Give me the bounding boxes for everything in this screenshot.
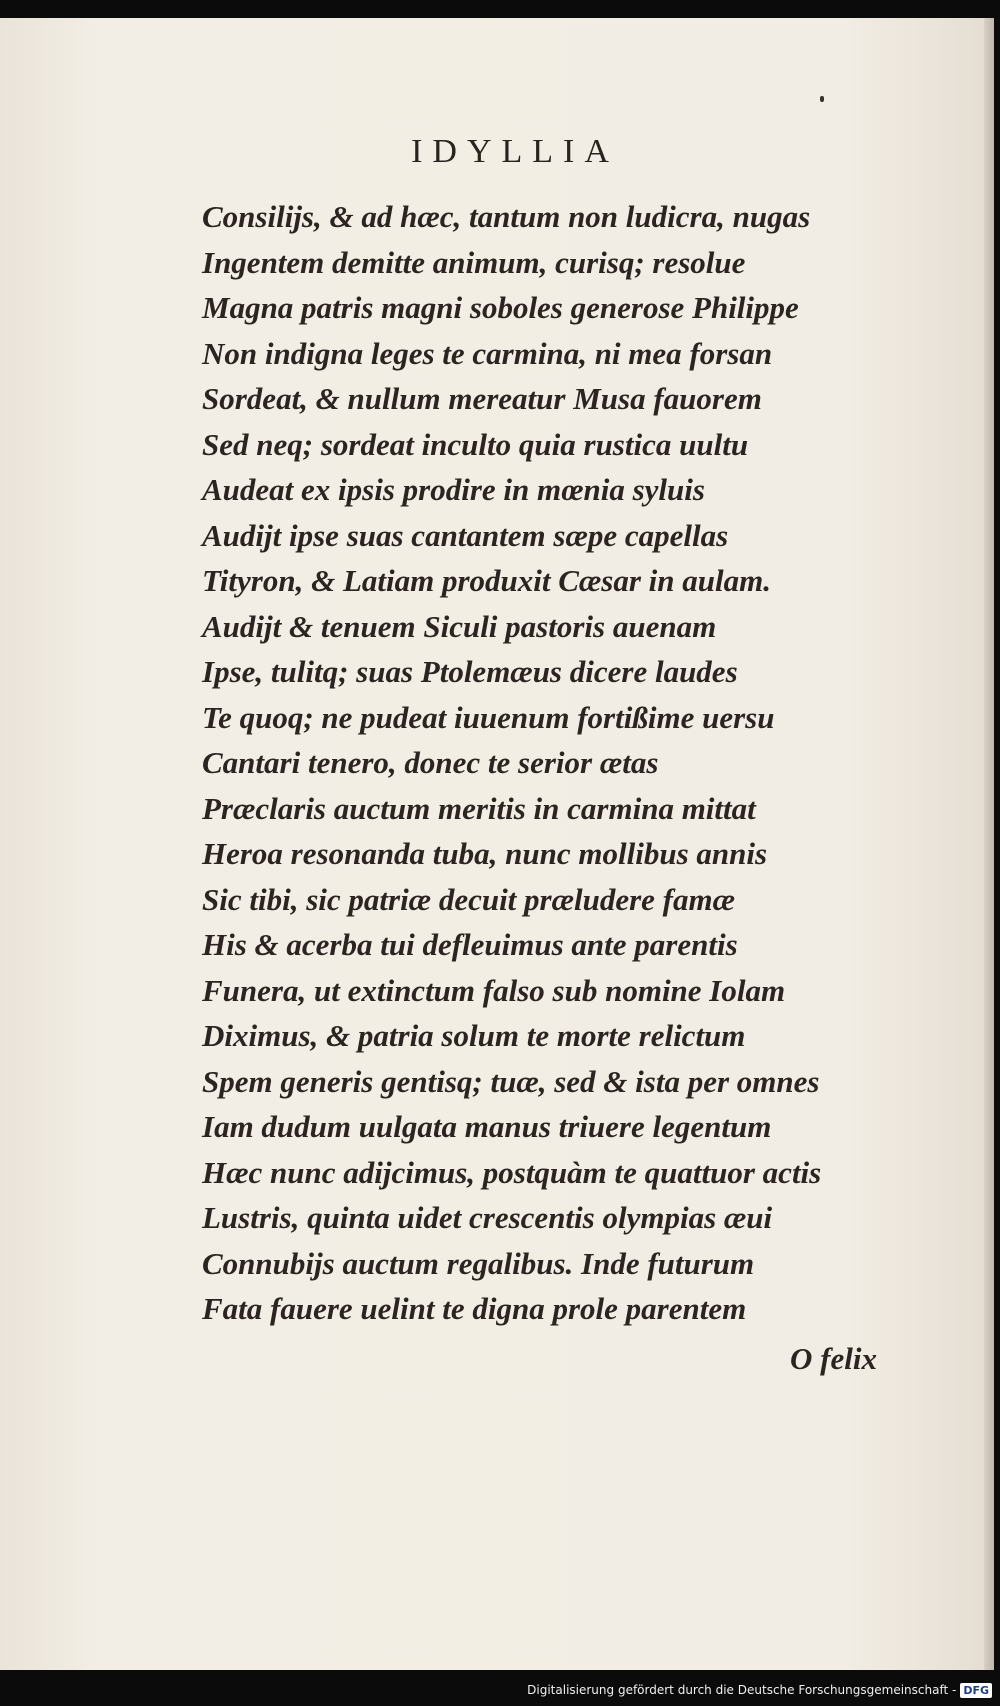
verse-line: Lustris, quinta uidet crescentis olympias æui bbox=[202, 1200, 773, 1235]
verse-line: Audeat ex ipsis prodire in mœnia syluis bbox=[202, 472, 705, 507]
dfg-logo: DFG bbox=[960, 1683, 992, 1698]
verse-line: Ingentem demitte animum, curisq; resolue bbox=[202, 244, 746, 280]
verse-line: Tityron, & Latiam produxit Cæsar in aulam. bbox=[202, 563, 772, 598]
verse-line: Sordeat, & nullum mereatur Musa fauorem bbox=[202, 381, 762, 416]
running-head: IDYLLIA bbox=[411, 133, 619, 170]
verse-line: Funera, ut extinctum falso sub nomine Iolam bbox=[202, 972, 786, 1008]
verse-line: Cantari tenero, donec te serior ætas bbox=[202, 745, 659, 780]
verse-line: Sed neq; sordeat inculto quia rustica uultu bbox=[202, 426, 749, 462]
verse-line: Audijt ipse suas cantantem sæpe capellas bbox=[202, 517, 729, 553]
verse-line: Heroa resonanda tuba, nunc mollibus annis bbox=[202, 836, 768, 871]
verse-line: Spem generis gentisq; tuæ, sed & ista per omnes bbox=[202, 1063, 820, 1099]
verse-line: Non indigna leges te carmina, ni mea forsan bbox=[202, 335, 773, 371]
verse-line: Audijt & tenuem Siculi pastoris auenam bbox=[202, 608, 717, 644]
verse-line: Consilijs, & ad hæc, tantum non ludicra, nugas bbox=[202, 199, 811, 234]
verse-line: Te quoq; ne pudeat iuuenum fortißime uersu bbox=[202, 699, 775, 735]
footer-credit: Digitalisierung gefördert durch die Deutsche Forschungsgemeinschaft - bbox=[527, 1683, 957, 1697]
verse-line: Diximus, & patria solum te morte relictum bbox=[202, 1018, 746, 1053]
digitization-footer bbox=[527, 1680, 992, 1700]
ink-speck bbox=[820, 96, 824, 102]
book-page bbox=[0, 18, 994, 1670]
verse-line: Iam dudum uulgata manus triuere legentum bbox=[202, 1109, 772, 1144]
verse-line: Hæc nunc adijcimus, postquàm te quattuor actis bbox=[202, 1154, 822, 1190]
verse-line: Fata fauere uelint te digna prole parentem bbox=[202, 1291, 747, 1326]
page-edge bbox=[984, 18, 994, 1670]
verse-line: Sic tibi, sic patriæ decuit præludere famæ bbox=[202, 881, 736, 917]
verse-line: Connubijs auctum regalibus. Inde futurum bbox=[202, 1245, 755, 1281]
verse-line: Magna patris magni soboles generose Philippe bbox=[202, 290, 799, 325]
verse-line: His & acerba tui defleuimus ante parentis bbox=[202, 927, 738, 962]
verse-text bbox=[202, 194, 821, 1332]
catchword: O felix bbox=[790, 1341, 877, 1376]
verse-line: Ipse, tulitq; suas Ptolemæus dicere laudes bbox=[202, 654, 738, 689]
verse-line: Præclaris auctum meritis in carmina mittat bbox=[202, 790, 756, 826]
